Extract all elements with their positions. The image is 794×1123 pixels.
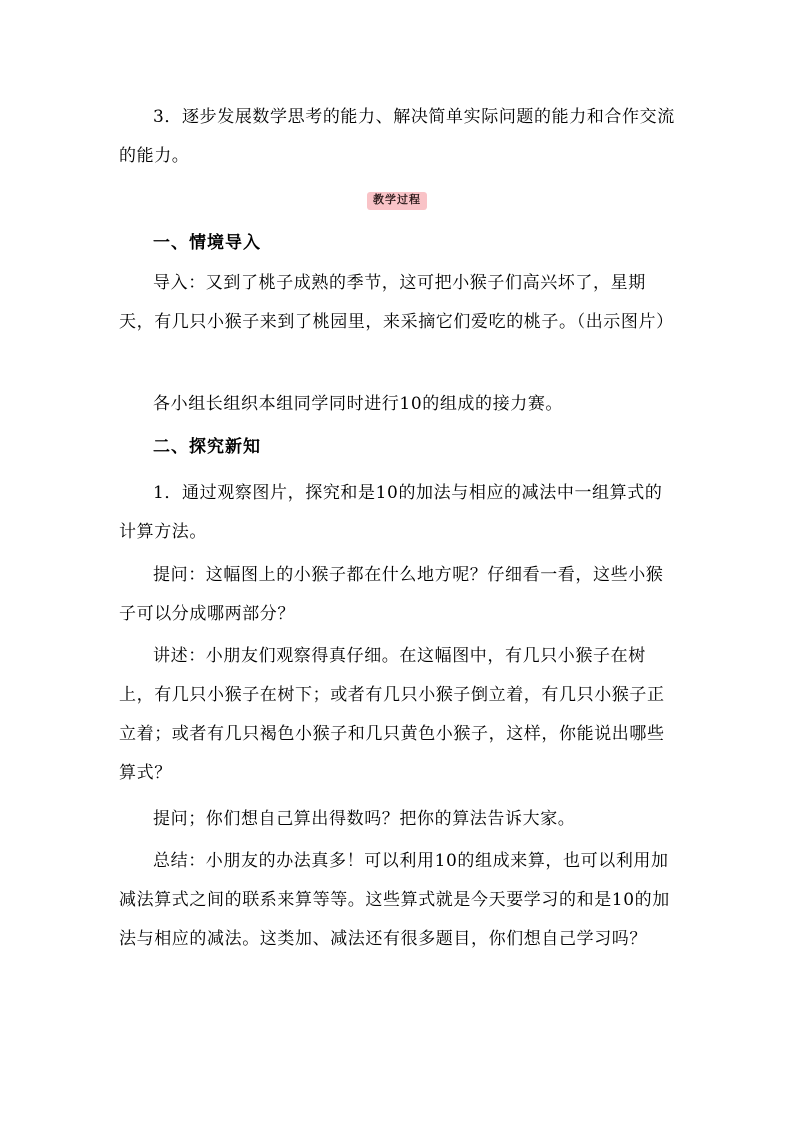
observe-paragraph: 1．通过观察图片，探究和是10的加法与相应的减法中一组算式的计算方法。 [119, 483, 663, 542]
heading-situation-intro: 一、情境导入 [153, 233, 261, 253]
summary-paragraph: 总结：小朋友的办法真多！可以利用10的组成来算，也可以利用加减法算式之间的联系来算等等。这些算式就是今天要学习的和是10的加法与相应的减法。这类加、减法还有很多题目，你们想自己学习吗？ [119, 851, 670, 949]
objective-paragraph: 3．逐步发展数学思考的能力、解决简单实际问题的能力和合作交流的能力。 [119, 107, 675, 166]
section-badge: 教学过程 [367, 192, 427, 210]
narration-paragraph: 讲述：小朋友们观察得真仔细。在这幅图中，有几只小猴子在树上，有几只小猴子在树下；或者有几只小猴子倒立着，有几只小猴子正立着；或者有几只褐色小猴子和几只黄色小猴子，这样，你能说出哪些算式？ [119, 646, 665, 783]
heading-explore-new: 二、探究新知 [153, 437, 261, 457]
ask-calculate-paragraph: 提问；你们想自己算出得数吗？把你的算法告诉大家。 [153, 809, 576, 829]
relay-paragraph: 各小组长组织本组同学同时进行10的组成的接力赛。 [153, 394, 564, 414]
question-paragraph: 提问：这幅图上的小猴子都在什么地方呢？仔细看一看，这些小猴子可以分成哪两部分？ [119, 565, 664, 624]
intro-paragraph: 导入：又到了桃子成熟的季节，这可把小猴子们高兴坏了，星期天，有几只小猴子来到了桃园里，来采摘它们爱吃的桃子。（出示图片） [119, 273, 674, 332]
section-badge-row [0, 192, 794, 210]
